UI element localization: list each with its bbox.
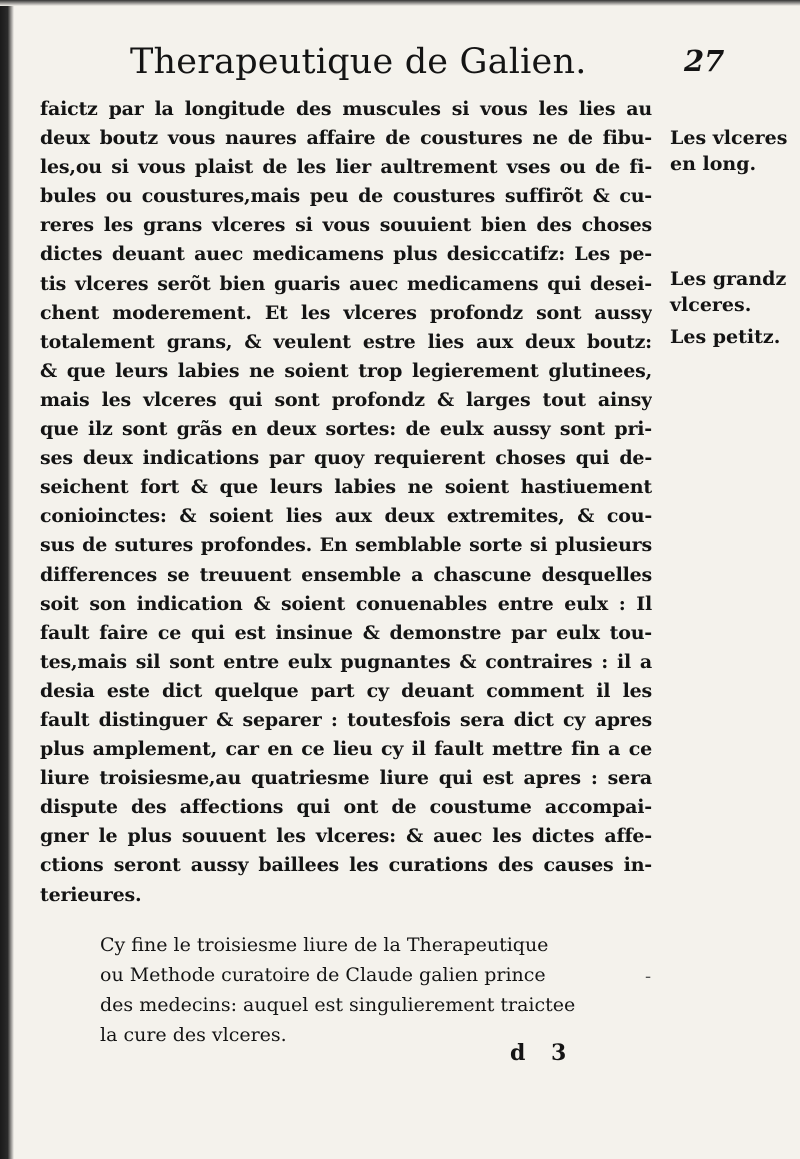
text-line: totalement grans, & veulent estre lies aux deux boutz:: [40, 330, 652, 353]
text-line: faictz par la longitude des muscules si vous les lies au: [40, 98, 652, 120]
page-number: 27: [684, 44, 725, 78]
text-line: gner le plus souuent les vlceres: & auec les dictes affe-: [40, 825, 652, 848]
scan-shadow-top: [0, 0, 800, 6]
colophon-line: ou Methode curatoire de Claude galien prince: [100, 964, 546, 986]
text-line: seichent fort & que leurs labies ne soient hastiuement: [40, 476, 652, 499]
colophon: [100, 930, 660, 1050]
main-text-block: [40, 95, 652, 910]
colophon-line: la cure des vlceres.: [100, 1024, 287, 1046]
margin-note-line: vlceres.: [670, 294, 752, 316]
text-line: ses deux indications par quoy requierent choses qui de-: [40, 447, 652, 470]
text-line: liure troisiesme,au quatriesme liure qui est apres : sera: [40, 767, 652, 790]
text-line: dispute des affections qui ont de coustume accompai-: [40, 796, 652, 819]
text-line: plus amplement, car en ce lieu cy il fault mettre fin a ce: [40, 738, 652, 761]
text-line: fault distinguer & separer : toutesfois sera dict cy apres: [40, 708, 652, 731]
margin-note-large-ulcers: [670, 266, 798, 318]
text-line: soit son indication & soient conuenables entre eulx : Il: [40, 592, 652, 615]
text-line: differences se treuuent ensemble a chascune desquelles: [40, 563, 652, 586]
text-line: chent moderement. Et les vlceres profondz sont aussy: [40, 301, 652, 324]
text-line: tes,mais sil sont entre eulx pugnantes & contraires : il a: [40, 650, 652, 673]
text-line: reres les grans vlceres si vous souuient bien des choses: [40, 214, 652, 237]
text-line: & que leurs labies ne soient trop legierement glutinees,: [40, 359, 652, 382]
colophon-line: des medecins: auquel est singulierement traictee: [100, 994, 576, 1016]
margin-note-line: Les grandz: [670, 268, 787, 290]
text-line: fault faire ce qui est insinue & demonstre par eulx tou-: [40, 621, 652, 644]
text-line: bules ou coustures,mais peu de coustures suffirõt & cu-: [40, 185, 652, 208]
text-line: ctions seront aussy baillees les curations des causes in-: [40, 854, 652, 877]
colophon-line: Cy fine le troisiesme liure de la Therapeutique: [100, 934, 549, 956]
margin-note-long-ulcers: [670, 125, 798, 177]
text-line: desia este dict quelque part cy deuant comment il les: [40, 679, 652, 702]
signature-mark: d 3: [510, 1040, 567, 1066]
stray-ink-mark: -: [645, 966, 652, 987]
text-line: terieures.: [40, 883, 142, 906]
margin-note-line: en long.: [670, 153, 757, 175]
text-line: tis vlceres serõt bien guaris auec medicamens qui desei-: [40, 272, 652, 295]
text-line: mais les vlceres qui sont profondz & larges tout ainsy: [40, 388, 652, 411]
margin-note-small-ulcers: [670, 324, 798, 350]
text-line: sus de sutures profondes. En semblable sorte si plusieurs: [40, 534, 652, 557]
running-title: Therapeutique de Galien.: [130, 42, 587, 82]
text-line: les,ou si vous plaist de les lier aultrement vses ou de fi-: [40, 156, 652, 179]
margin-note-line: Les vlceres: [670, 127, 788, 149]
text-line: deux boutz vous naures affaire de coustures ne de fibu-: [40, 127, 652, 150]
text-line: dictes deuant auec medicamens plus desiccatifz: Les pe-: [40, 243, 652, 266]
text-line: que ilz sont grãs en deux sortes: de eulx aussy sont pri-: [40, 418, 652, 441]
margin-note-line: Les petitz.: [670, 326, 781, 348]
scan-shadow-left: [0, 0, 14, 1159]
text-line: conioinctes: & soient lies aux deux extremites, & cou-: [40, 505, 652, 528]
